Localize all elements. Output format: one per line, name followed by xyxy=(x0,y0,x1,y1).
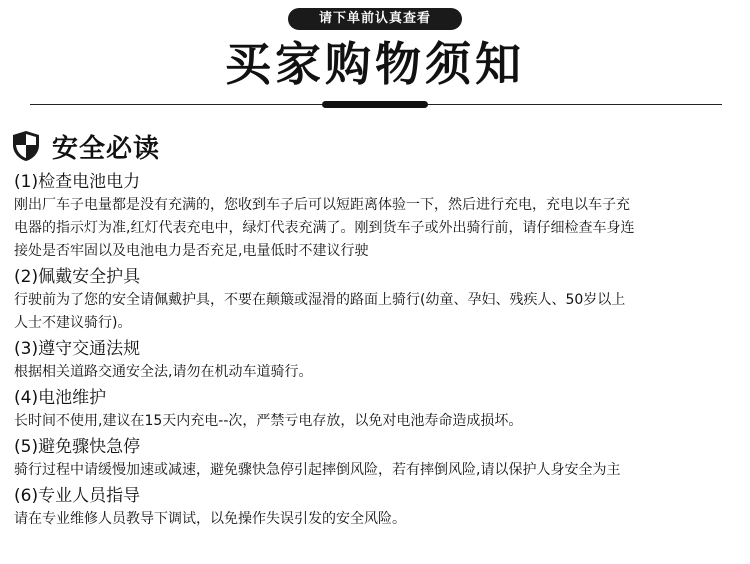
body-line: 根据相关道路交通安全法,请勿在机动车道骑行。 xyxy=(14,364,313,380)
safety-content xyxy=(14,170,738,531)
item-body xyxy=(14,361,738,384)
body-line: 电器的指示灯为准,红灯代表充电中，绿灯代表充满了。刚到货车子或外出骑行前，请仔细检查车身连 xyxy=(14,220,635,236)
body-line: 接处是否牢固以及电池电力是否充足,电量低时不建议行驶 xyxy=(14,243,369,259)
body-line: 骑行过程中请缓慢加速或减速，避免骤快急停引起摔倒风险，若有摔倒风险,请以保护人身安全为主 xyxy=(14,462,621,478)
item-body xyxy=(14,194,738,263)
body-line: 人士不建议骑行)。 xyxy=(14,315,132,331)
item-title: (5)避免骤快急停 xyxy=(14,437,141,457)
page-title: 买家购物须知 xyxy=(225,37,525,91)
safety-item xyxy=(14,435,738,482)
item-title: (2)佩戴安全护具 xyxy=(14,267,141,287)
notice-badge: 请下单前认真查看 xyxy=(288,8,462,30)
item-title: (3)遵守交通法规 xyxy=(14,339,141,359)
item-body xyxy=(14,410,738,433)
item-body xyxy=(14,508,738,531)
item-title: (1)检查电池电力 xyxy=(14,172,141,192)
body-line: 行驶前为了您的安全请佩戴护具，不要在颠簸或湿滑的路面上骑行(幼童、孕妇、残疾人、50岁以上 xyxy=(14,292,626,308)
body-line: 请在专业维修人员教导下调试，以免操作失误引发的安全风险。 xyxy=(14,511,406,527)
safety-item xyxy=(14,386,738,433)
body-line: 长时间不使用,建议在15天内充电--次，严禁亏电存放，以免对电池寿命造成损坏。 xyxy=(14,413,523,429)
safety-item xyxy=(14,170,738,263)
section-header xyxy=(12,128,160,164)
title-divider-accent xyxy=(322,101,428,108)
safety-item xyxy=(14,265,738,335)
item-title: (4)电池维护 xyxy=(14,388,107,408)
item-body xyxy=(14,289,738,335)
item-title: (6)专业人员指导 xyxy=(14,486,141,506)
item-body xyxy=(14,459,738,482)
shield-icon xyxy=(12,130,40,162)
safety-item xyxy=(14,337,738,384)
section-title: 安全必读 xyxy=(52,133,161,164)
body-line: 刚出厂车子电量都是没有充满的，您收到车子后可以短距离体验一下，然后进行充电，充电以车子充 xyxy=(14,197,630,213)
safety-item xyxy=(14,484,738,531)
